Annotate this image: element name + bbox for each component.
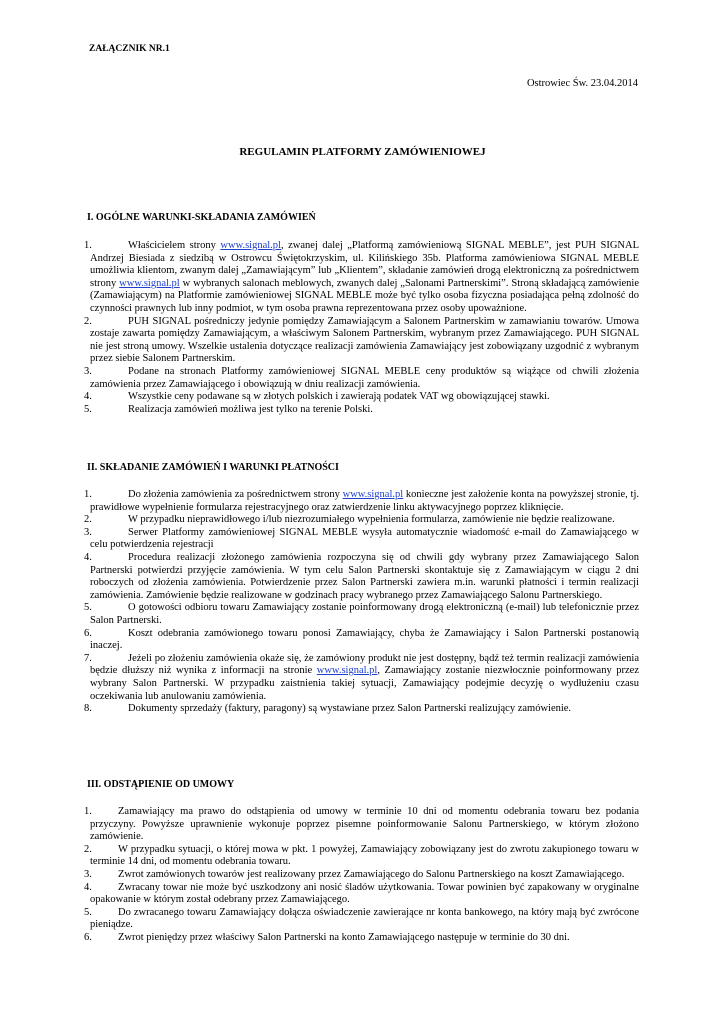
list-item: [0, 882, 725, 907]
item-text: Jeżeli po złożeniu zamówienia okaże się, że zamówiony produkt nie jest dostępny, bądź też termin realizacji zamówienia będzie dłuższy niż wynika z informacji na stronie: [90, 652, 639, 677]
item-number: 7.: [84, 652, 92, 664]
item-number: 5.: [84, 602, 92, 614]
list-item: [0, 316, 725, 366]
list-item: [0, 489, 725, 514]
item-number: 2.: [84, 843, 92, 855]
list-item: [0, 602, 725, 627]
list-item: [0, 527, 725, 552]
item-number: 4.: [84, 551, 92, 563]
item-text: W przypadku nieprawidłowego i/lub niezrozumiałego wypełnienia formularza, zamówienie nie będzie realizowane.: [128, 514, 615, 526]
list-item: [0, 366, 725, 391]
item-number: 6.: [84, 931, 92, 943]
list-item: [0, 932, 725, 945]
item-number: 3.: [84, 868, 92, 880]
signal-link[interactable]: www.signal.pl: [342, 489, 404, 500]
item-number: 2.: [84, 514, 92, 526]
item-text: PUH SIGNAL pośredniczy jedynie pomiędzy Zamawiającym a Salonem Partnerskim w zamawianiu towarów. Umowa zostaje zawarta pomiędzy Zamawiającym, a właściwym Salonem Partnerskim, wybranym przez Zamawiającego. PUH SIGNAL nie jest stroną umowy. Wszelkie ustalenia dotyczące realizacji zamówienia Zamawiający jest zobowiązany uzgodnić z wybranym przez siebie Salonem Partnerskim.: [90, 315, 639, 365]
list-item: [0, 552, 725, 602]
item-text: Procedura realizacji złożonego zamówienia rozpoczyna się od chwili gdy wybrany przez Zamawiającego Salon Partnerski potwierdzi przyjęcie zamówienia. W tym celu Salon Partnerski skontaktuje się z Zamawiającym w ciągu 2 dni roboczych od złożenia zamówienia. Potwierdzenie przez Salon Partnerski zawiera m.in. warunki płatności i termin realizacji zamówienia. Zamówienie będzie realizowane w godzinach pracy wybranego przez Zamawiającego Salonu Partnerskiego.: [90, 551, 639, 601]
list-item: [0, 240, 725, 316]
item-number: 8.: [84, 703, 92, 715]
item-text: Zamawiający ma prawo do odstąpienia od umowy w terminie 10 dni od momentu odebrania towaru bez podania przyczyny. Powyższe uprawnienie wykonuje poprzez pisemne poinformowanie Salonu Partnerskiego, w którym złożono zamówienie.: [90, 806, 639, 843]
item-text: konieczne jest założenie konta na powyższej stronie, tj. prawidłowe wypełnienie formularza rejestracyjnego oraz zatwierdzenie linku aktywacyjnego poprzez kliknięcie.: [90, 489, 639, 513]
item-text: Realizacja zamówień możliwa jest tylko na terenie Polski.: [128, 403, 373, 415]
list-item: [0, 404, 725, 417]
item-number: 1.: [84, 806, 92, 817]
list-item: [0, 907, 725, 932]
section-heading-2: II. SKŁADANIE ZAMÓWIEŃ I WARUNKI PŁATNOŚCI: [87, 462, 339, 473]
list-item: [0, 653, 725, 703]
list-item: [0, 869, 725, 882]
item-number: 5.: [84, 906, 92, 918]
signal-link[interactable]: www.signal.pl: [220, 240, 281, 251]
item-text: Właścicielem strony: [128, 240, 221, 251]
item-text: w wybranych salonach meblowych, zwanych dalej „Salonami Partnerskimi”. Stroną składającą zamówienie (Zamawiającym) na Platformie zamówieniowej SIGNAL MEBLE może być tylko osoba fizyczna posiadająca pełną zdolność do czynności prawnych lub inny podmiot, w tym osoba prawna reprezentowana przez osoby upoważnione.: [90, 277, 640, 314]
section-list-3: [0, 806, 725, 945]
list-item: [0, 844, 725, 869]
section-list-2: [0, 489, 725, 716]
item-number: 3.: [84, 365, 92, 377]
item-number: 4.: [84, 881, 92, 893]
item-text: Zwrot pieniędzy przez właściwy Salon Partnerski na konto Zamawiającego następuje w terminie do 30 dni.: [118, 931, 570, 943]
item-text: Koszt odebrania zamówionego towaru ponosi Zamawiający, chyba że Zamawiający i Salon Partnerski postanowią inaczej.: [90, 627, 639, 652]
item-text: Zwracany towar nie może być uszkodzony ani nosić śladów użytkowania. Towar powinien być zapakowany w oryginalne opakowanie w którym został odebrany przez Zamawiającego.: [90, 881, 639, 906]
item-text: , Zamawiający zostanie niezwłocznie poinformowany przez wybrany Salon Partnerski. W przypadku zaistnienia takiej sytuacji, Zamawiający podejmie decyzję o wydłużeniu czasu oczekiwania lub anulowaniu zamówienia.: [90, 665, 639, 702]
item-text: Do zwracanego towaru Zamawiający dołącza oświadczenie zawierające nr konta bankowego, na który mają być zwrócone pieniądze.: [90, 906, 639, 931]
item-text: Podane na stronach Platformy zamówieniowej SIGNAL MEBLE ceny produktów są wiążące od chwili złożenia zamówienia przez Zamawiającego i obowiązują w dniu realizacji zamówienia.: [90, 365, 639, 390]
list-item: [0, 806, 725, 844]
signal-link[interactable]: www.signal.pl: [119, 277, 180, 289]
item-text: , zwanej dalej „Platformą zamówieniową SIGNAL MEBLE”, jest PUH SIGNAL Andrzej Biesiada z siedzibą w Ostrowcu Świętokrzyskim, ul. Kilińskiego 35b. Platforma zamówieniowa SIGNAL MEBLE umożliwia klientom, zwanym dalej „Zamawiającym” lub „Klientem”, składanie zamówień drogą elektroniczną za pośrednictwem strony: [90, 240, 639, 289]
attachment-label: ZAŁĄCZNIK NR.1: [89, 44, 170, 54]
section-heading-3: III. ODSTĄPIENIE OD UMOWY: [87, 779, 235, 790]
item-number: 3.: [84, 526, 92, 538]
list-item: [0, 628, 725, 653]
list-item: [0, 514, 725, 527]
section-heading-1: I. OGÓLNE WARUNKI-SKŁADANIA ZAMÓWIEŃ: [87, 212, 316, 223]
item-number: 1.: [84, 240, 92, 251]
list-item: [0, 391, 725, 404]
list-item: [0, 703, 725, 716]
item-text: Dokumenty sprzedaży (faktury, paragony) są wystawiane przez Salon Partnerski realizujący zamówienie.: [128, 703, 572, 715]
item-number: 2.: [84, 315, 92, 327]
signal-link[interactable]: www.signal.pl: [316, 665, 378, 677]
item-text: Serwer Platformy zamówieniowej SIGNAL MEBLE wysyła automatycznie wiadomość e-mail do Zamawiającego w celu potwierdzenia rejestracji: [90, 526, 639, 551]
item-number: 5.: [84, 403, 92, 415]
item-text: Zwrot zamówionych towarów jest realizowany przez Zamawiającego do Salonu Partnerskiego na koszt Zamawiającego.: [118, 868, 625, 880]
date-line: Ostrowiec Św. 23.04.2014: [526, 78, 638, 89]
item-number: 4.: [84, 391, 92, 403]
item-text: W przypadku sytuacji, o której mowa w pkt. 1 powyżej, Zamawiający zobowiązany jest do zwrotu zakupionego towaru w terminie 14 dni, od momentu odebrania towaru.: [90, 843, 639, 868]
item-text: Do złożenia zamówienia za pośrednictwem strony: [128, 489, 343, 500]
section-list-1: [0, 240, 725, 416]
document-title: REGULAMIN PLATFORMY ZAMÓWIENIOWEJ: [239, 146, 486, 158]
item-text: Wszystkie ceny podawane są w złotych polskich i zawierają podatek VAT wg obowiązującej stawki.: [128, 391, 550, 403]
item-number: 1.: [84, 489, 92, 500]
item-number: 6.: [84, 627, 92, 639]
item-text: O gotowości odbioru towaru Zamawiający zostanie poinformowany drogą elektroniczną (e-mail) lub telefonicznie przez Salon Partnerski.: [90, 602, 639, 626]
